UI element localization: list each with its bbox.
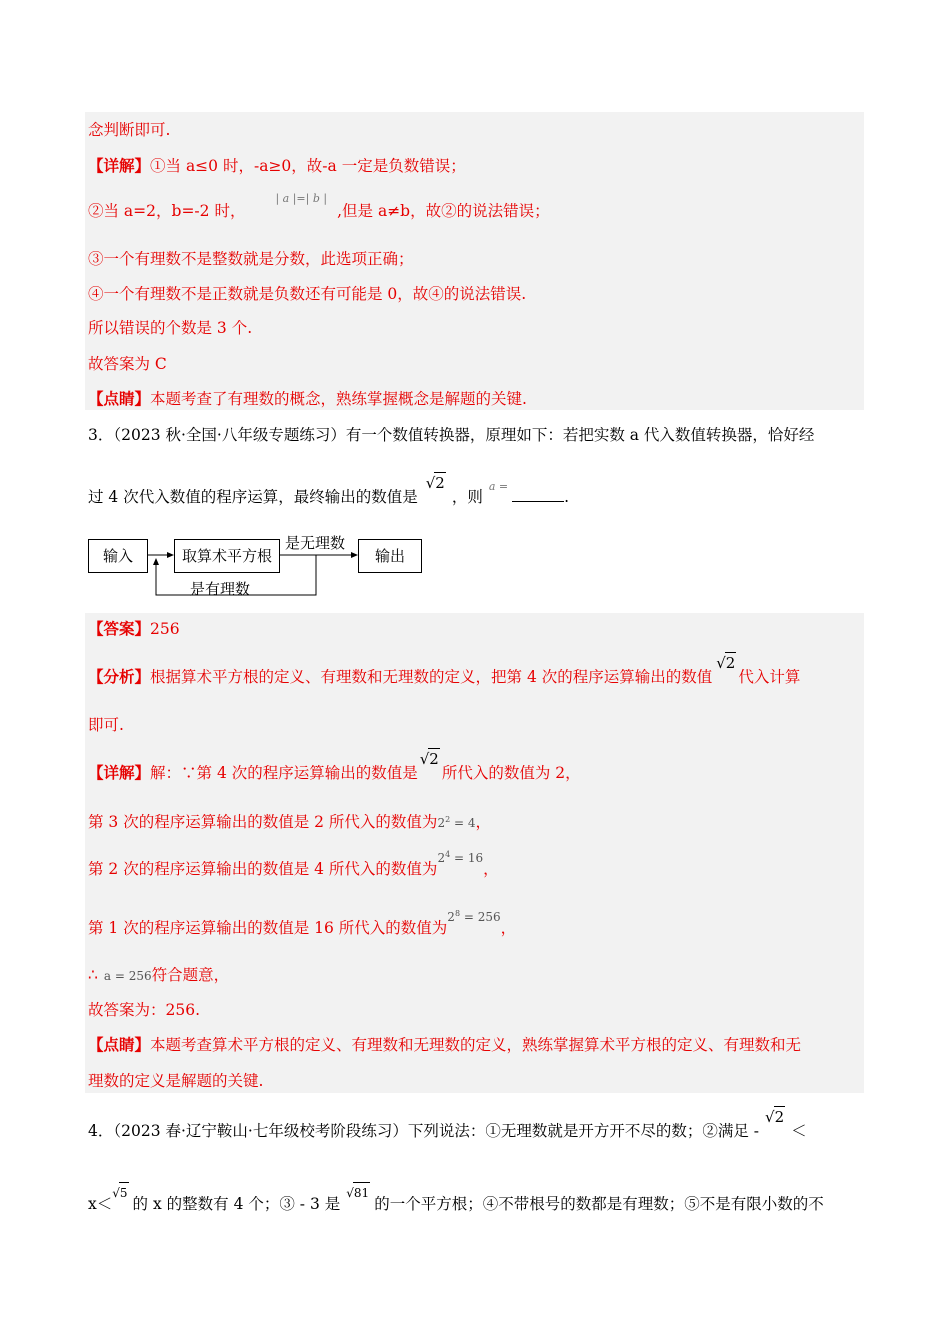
q2-detail-line: 【详解】①当 a≤0 时，-a≥0，故-a 一定是负数错误； [88, 156, 466, 175]
answer-blank [512, 487, 564, 502]
flow-label-irrational: 是无理数 [285, 534, 346, 552]
q3-detail-line1: 【详解】解：∵第 4 次的程序运算输出的数值是√2所代入的数值为 2， [88, 750, 581, 782]
q3-detail-line2: 第 3 次的程序运算输出的数值是 2 所代入的数值为$2^2 = 4$， [88, 813, 492, 831]
q2-solution-line1: 念判断即可. [88, 121, 171, 139]
sqrt-5: √5 [112, 1182, 128, 1203]
answer-tag: 【答案】 [88, 619, 151, 638]
a-equals: a = [488, 480, 509, 493]
q3-note-line2: 理数的定义是解题的关键. [88, 1072, 264, 1090]
q2-detail-line3: ③一个有理数不是整数就是分数，此选项正确； [88, 250, 414, 268]
q2-note-line: 【点睛】本题考查了有理数的概念，熟练掌握概念是解题的关键. [88, 389, 527, 408]
q2-answer-line: 故答案为 C [88, 355, 167, 373]
q3-detail-line4: 第 1 次的程序运算输出的数值是 16 所代入的数值为$^{2^8 = 256}$， [88, 909, 517, 937]
sqrt-2: √2 [765, 1108, 785, 1126]
power-expr: 28 = 256 [447, 909, 501, 924]
sqrt-2: √2 [425, 474, 445, 492]
flow-input-box: 输入 [88, 539, 148, 573]
q4-question-line2: x＜√5的 x 的整数有 4 个；③ - 3 是√81的一个平方根；④不带根号的数都是有理数；⑤不是有限小数的不 [88, 1194, 824, 1215]
q3-note-line1: 【点睛】本题考查算术平方根的定义、有理数和无理数的定义，熟练掌握算术平方根的定义、有理数和无 [88, 1035, 802, 1054]
abs-equation: | a |=| b | [275, 192, 328, 205]
q3-analysis-line: 【分析】根据算术平方根的定义、有理数和无理数的定义，把第 4 次的程序运算输出的数值√2代入计算 [88, 654, 801, 686]
detail-tag: 【详解】 [88, 156, 151, 175]
sqrt-81: √81 [346, 1182, 370, 1203]
q3-answer-line: 【答案】256 [88, 619, 180, 638]
q2-detail-line5: 所以错误的个数是 3 个. [88, 319, 253, 337]
power-expr: $2^2 = 4$ [437, 815, 476, 830]
power-expr: 24 = 16 [437, 850, 484, 865]
note-tag: 【点睛】 [88, 389, 151, 408]
detail-tag: 【详解】 [88, 763, 151, 782]
q3-detail-line6: 故答案为：256. [88, 1001, 201, 1019]
flow-process-box: 取算术平方根 [174, 539, 280, 573]
flow-label-rational: 是有理数 [190, 580, 251, 598]
q2-detail-line2: ②当 a=2，b=-2 时，$^{| a |=| b |}$,但是 a≠b，故②的说法错误； [88, 192, 550, 220]
sqrt-2: √2 [716, 654, 736, 672]
sqrt-2: √2 [419, 750, 439, 768]
q3-question-line2: 过 4 次代入数值的程序运算，最终输出的数值是√2，则$^{a =}$. [88, 474, 570, 506]
q3-detail-line5: ∴ a = 256符合题意， [88, 966, 230, 984]
a-equals-256: a = 256 [103, 969, 152, 983]
q3-analysis-line2: 即可. [88, 716, 124, 734]
analysis-tag: 【分析】 [88, 667, 151, 686]
q3-question-line1: 3．（2023 秋·全国·八年级专题练习）有一个数值转换器，原理如下：若把实数 a 代入数值转换器，恰好经 [88, 426, 815, 444]
flow-diagram [88, 534, 428, 600]
flow-output-box: 输出 [358, 539, 422, 573]
q2-detail-line4: ④一个有理数不是正数就是负数还有可能是 0，故④的说法错误. [88, 285, 527, 303]
q4-question-line1: 4．（2023 春·辽宁鞍山·七年级校考阶段练习）下列说法：①无理数就是开方开不尽的数；②满足 -√2＜ [88, 1108, 807, 1140]
q3-detail-line3: 第 2 次的程序运算输出的数值是 4 所代入的数值为$^{2^4 = 16}$， [88, 850, 499, 878]
note-tag: 【点睛】 [88, 1035, 151, 1054]
